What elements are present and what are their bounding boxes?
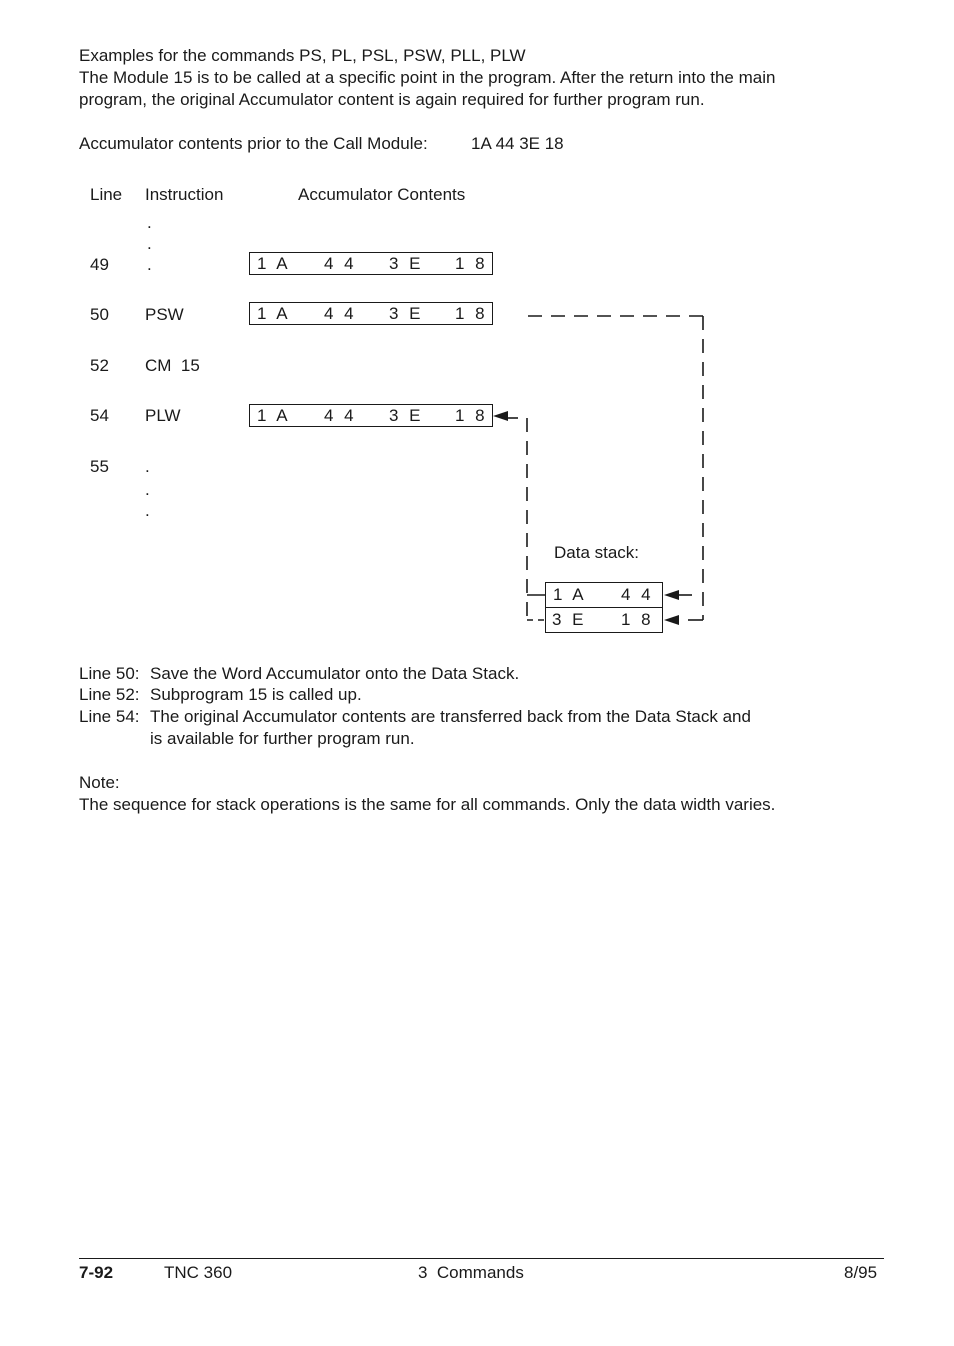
ellipsis-dot: . [147,213,152,232]
accu-byte: 1 A [257,254,291,273]
column-header-accumulator: Accumulator Contents [298,185,466,204]
row-instruction: . [147,255,152,274]
row-instruction: CM 15 [145,356,200,375]
arrow-head-icon [664,615,679,625]
explanation-text: The original Accumulator contents are transferred back from the Data Stack and [150,707,751,726]
accu-byte: 4 4 [324,304,357,323]
psw-push-path [528,316,703,620]
row-instruction: . [145,457,150,476]
intro-paragraph-line: The Module 15 is to be called at a specific point in the program. After the return into the main [79,68,776,87]
explanation-text-continued: is available for further program run. [150,729,415,748]
accu-byte: 1 A [257,406,291,425]
stack-byte: 4 4 [621,585,654,604]
ellipsis-dot: . [147,234,152,253]
intro-paragraph-line: program, the original Accumulator content is again required for further program run. [79,90,705,109]
explanation-text: Save the Word Accumulator onto the Data Stack. [150,664,520,683]
footer-date: 8/95 [844,1263,878,1282]
accu-byte: 4 4 [324,254,357,273]
row-line-number: 55 [90,457,109,476]
arrow-head-icon [664,590,679,600]
stack-byte: 3 E [552,610,587,629]
footer-page-number: 7-92 [79,1263,114,1282]
plw-pull-path [508,418,545,620]
accu-byte: 3 E [389,406,424,425]
accu-byte: 3 E [389,254,424,273]
footer-divider [79,1258,884,1259]
accu-byte: 4 4 [324,406,357,425]
row-line-number: 52 [90,356,109,375]
note-text: The sequence for stack operations is the same for all commands. Only the data width varies. [79,795,776,814]
row-instruction: PLW [145,406,181,425]
arrow-head-icon [493,411,508,421]
accu-byte: 3 E [389,304,424,323]
row-instruction: PSW [145,305,184,324]
accu-byte: 1 A [257,304,291,323]
row-line-number: 50 [90,305,109,324]
section-heading: Examples for the commands PS, PL, PSL, PSW, PLL, PLW [79,46,526,65]
accu-byte: 1 8 [455,254,488,273]
accu-prior-value: 1A 44 3E 18 [471,134,564,153]
explanation-text: Subprogram 15 is called up. [150,685,362,704]
ellipsis-dot: . [145,480,150,499]
footer-product: TNC 360 [164,1263,233,1282]
row-line-number: 54 [90,406,109,425]
column-header-line: Line [90,185,123,204]
accu-byte: 1 8 [455,304,488,323]
accu-byte: 1 8 [455,406,488,425]
explanation-label: Line 52: [79,685,140,704]
stack-byte: 1 8 [621,610,654,629]
row-line-number: 49 [90,255,109,274]
footer-chapter: 3 Commands [418,1263,524,1282]
accu-prior-label: Accumulator contents prior to the Call Module: [79,134,428,153]
stack-byte: 1 A [553,585,587,604]
ellipsis-dot: . [145,501,150,520]
data-stack-label: Data stack: [554,543,640,562]
explanation-label: Line 50: [79,664,140,683]
explanation-label: Line 54: [79,707,140,726]
column-header-instruction: Instruction [145,185,224,204]
note-label: Note: [79,773,120,792]
